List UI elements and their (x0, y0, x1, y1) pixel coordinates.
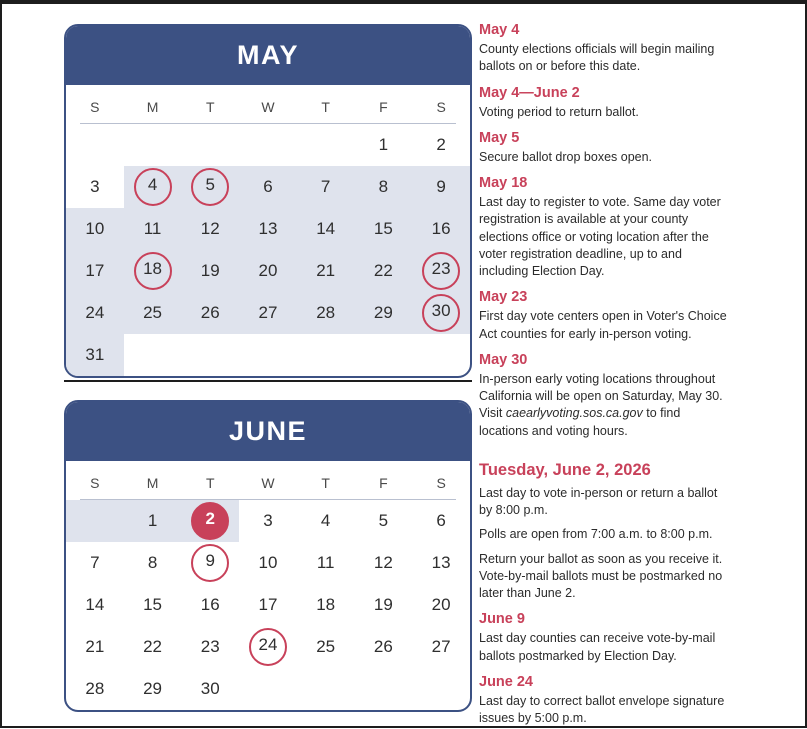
calendar-cell (297, 124, 355, 166)
calendar-day: 26 (373, 637, 393, 656)
calendar-cell (355, 500, 413, 542)
calendar-day: 2 (436, 135, 446, 154)
calendar-day: 28 (316, 303, 336, 322)
calendar-cell (355, 668, 413, 710)
calendar-cell (412, 292, 470, 334)
calendar-cell (66, 668, 124, 710)
calendar-day: 22 (143, 637, 162, 656)
calendar-day-highlighted: 2 (191, 502, 229, 540)
calendar-day: 13 (258, 219, 278, 238)
calendar-day-highlighted: 24 (249, 628, 287, 666)
calendar-cell (297, 542, 355, 584)
calendar-cell (124, 292, 182, 334)
calendar-grid-may (66, 85, 470, 376)
calendar-day: 11 (143, 219, 162, 238)
calendar-cell (412, 208, 470, 250)
note-body: County elections officials will begin mailing ballots on or before this date. (479, 42, 715, 74)
calendar-cell (239, 584, 297, 626)
calendar-cell (124, 500, 182, 542)
calendar-cell (239, 250, 297, 292)
calendar-day: 20 (258, 261, 278, 280)
calendar-card-may (64, 24, 472, 378)
calendar-cell (181, 584, 239, 626)
election-day-headline: Tuesday, June 2, 2026 (479, 461, 651, 479)
calendar-day: 23 (200, 637, 220, 656)
early-voting-url: caearlyvoting.sos.ca.gov (505, 406, 643, 421)
notes-may (479, 20, 731, 442)
calendar-cell (297, 166, 355, 208)
note-body: First day vote centers open in Voter's Choice Act counties for early in-person voting. (479, 309, 727, 341)
calendar-cell (181, 626, 239, 668)
calendar-cell (239, 668, 297, 710)
calendar-day: 24 (85, 303, 105, 322)
calendar-day: 14 (316, 219, 336, 238)
calendar-day: 11 (316, 553, 335, 572)
weekday-wed: W (261, 475, 275, 491)
calendar-day: 27 (431, 637, 451, 656)
calendar-card-june (64, 400, 472, 712)
calendar-cell (181, 166, 239, 208)
calendar-day: 18 (316, 595, 336, 614)
weekday-wed: W (261, 99, 275, 115)
calendar-day: 16 (431, 219, 451, 238)
weekday-fri: F (379, 475, 388, 491)
weekday-thu: T (321, 99, 330, 115)
calendar-cell (181, 334, 239, 376)
calendar-cell (355, 584, 413, 626)
calendar-day: 29 (143, 679, 162, 698)
calendar-cell (239, 208, 297, 250)
calendar-day: 4 (320, 511, 331, 530)
calendar-week-row (66, 626, 470, 668)
calendar-cell (124, 208, 182, 250)
calendar-cell (355, 250, 413, 292)
calendar-cell (355, 292, 413, 334)
calendar-cell (181, 542, 239, 584)
calendar-cell (297, 500, 355, 542)
calendar-month-title-june: JUNE (66, 402, 470, 461)
calendar-body-may (66, 124, 470, 376)
calendar-cell (355, 542, 413, 584)
calendar-cell (66, 166, 124, 208)
calendar-week-row (66, 334, 470, 376)
calendar-cell (124, 584, 182, 626)
calendar-day: 15 (373, 219, 393, 238)
calendar-day: 17 (85, 261, 105, 280)
calendar-day: 14 (85, 595, 105, 614)
note-date: May 4—June 2 (479, 84, 580, 101)
note-date: May 4 (479, 22, 520, 38)
calendar-cell (124, 334, 182, 376)
calendar-cell (412, 124, 470, 166)
calendar-body-june (66, 500, 470, 710)
calendar-day: 3 (90, 177, 100, 196)
calendar-cell (124, 250, 182, 292)
calendar-cell (66, 250, 124, 292)
calendar-day: 7 (320, 177, 331, 196)
calendar-cell (66, 124, 124, 166)
calendar-june (64, 400, 472, 712)
top-divider (2, 2, 807, 4)
weekday-sat: S (436, 475, 446, 491)
calendar-day: 3 (263, 511, 273, 530)
note-body: In-person early voting locations throughout California will be open on Saturday, May 30. Visit caearlyvoting.sos.ca.gov to find locations and voting hours. (479, 371, 723, 438)
calendar-cell (181, 292, 239, 334)
weekday-mon: M (146, 99, 159, 115)
calendar-day: 8 (378, 177, 389, 196)
calendar-day: 19 (373, 595, 393, 614)
calendar-cell (181, 250, 239, 292)
calendar-day: 1 (147, 511, 158, 530)
calendar-cell (239, 124, 297, 166)
calendar-cell (66, 334, 124, 376)
calendar-day: 16 (200, 595, 220, 614)
note-date: May 23 (479, 289, 528, 306)
weekday-sun: S (90, 99, 100, 115)
note-body: Last day to correct ballot envelope signature issues by 5:00 p.m. (479, 693, 725, 726)
calendar-day-highlighted: 4 (134, 168, 172, 206)
calendar-day: 17 (258, 595, 278, 614)
calendar-day: 1 (378, 135, 389, 154)
calendar-day-highlighted: 9 (191, 544, 229, 582)
calendar-cell (412, 166, 470, 208)
calendar-day: 19 (200, 261, 220, 280)
calendar-day: 5 (378, 511, 389, 530)
note-body: Last day to vote in-person or return a ballot by 8:00 p.m. (479, 485, 718, 518)
calendar-cell (297, 292, 355, 334)
calendar-cell (412, 668, 470, 710)
note-date: June 9 (479, 611, 525, 628)
calendar-day-highlighted: 18 (134, 252, 172, 290)
calendar-week-row (66, 500, 470, 542)
calendar-day: 26 (200, 303, 220, 322)
calendar-cell (239, 334, 297, 376)
calendar-day: 22 (373, 261, 393, 280)
note-body: Polls are open from 7:00 a.m. to 8:00 p.m. (479, 527, 713, 542)
calendar-cell (355, 208, 413, 250)
weekday-sun: S (90, 475, 100, 491)
calendar-week-row (66, 208, 470, 250)
note-date: May 30 (479, 351, 528, 368)
calendar-day: 6 (436, 511, 446, 530)
calendar-cell (124, 668, 182, 710)
calendar-cell (297, 208, 355, 250)
calendar-cell (66, 292, 124, 334)
calendar-cell (181, 208, 239, 250)
calendar-cell (412, 500, 470, 542)
weekday-header-row (66, 461, 470, 499)
calendar-day: 31 (85, 345, 105, 364)
calendar-cell (355, 626, 413, 668)
weekday-fri: F (379, 99, 388, 115)
calendar-cell (181, 500, 239, 542)
note-body: Voting period to return ballot. (479, 104, 639, 119)
calendar-week-row (66, 166, 470, 208)
note-body: Secure ballot drop boxes open. (479, 149, 653, 164)
note-date: May 5 (479, 129, 520, 146)
weekday-tue: T (205, 99, 215, 115)
calendar-day: 8 (147, 553, 158, 572)
calendar-cell (239, 542, 297, 584)
calendar-day: 29 (373, 303, 393, 322)
calendar-cell (124, 124, 182, 166)
calendar-cell (66, 500, 124, 542)
calendar-day: 27 (258, 303, 278, 322)
calendar-day: 9 (436, 177, 446, 196)
note-date: June 24 (479, 673, 533, 690)
calendar-week-row (66, 124, 470, 166)
calendar-cell (66, 542, 124, 584)
weekday-tue: T (205, 475, 215, 491)
calendar-cell (239, 500, 297, 542)
calendar-day-highlighted: 23 (422, 252, 460, 290)
calendar-cell (297, 584, 355, 626)
calendar-week-row (66, 584, 470, 626)
middle-divider (64, 380, 472, 382)
calendar-cell (412, 250, 470, 292)
note-body: Last day to register to vote. Same day voter registration is available at your county elections office or voting location after the voter registration deadline, up to and including Election Day. (479, 195, 721, 278)
notes-june (479, 459, 731, 729)
calendar-day: 25 (143, 303, 162, 322)
calendar-day: 28 (85, 679, 105, 698)
calendar-cell (412, 334, 470, 376)
calendar-day: 10 (85, 219, 105, 238)
calendar-day: 25 (316, 637, 336, 656)
calendar-week-row (66, 250, 470, 292)
calendar-day: 13 (431, 553, 451, 572)
calendar-cell (297, 334, 355, 376)
calendar-day-highlighted: 5 (191, 168, 229, 206)
weekday-header-row (66, 85, 470, 123)
calendar-cell (181, 668, 239, 710)
calendar-cell (355, 124, 413, 166)
calendar-cell (66, 584, 124, 626)
calendar-cell (124, 542, 182, 584)
calendar-cell (239, 166, 297, 208)
calendar-cell (297, 250, 355, 292)
note-body: Return your ballot as soon as you receive it. Vote-by-mail ballots must be postmarked no later than June 2. (479, 551, 723, 601)
calendar-cell (297, 626, 355, 668)
calendar-day: 12 (373, 553, 393, 572)
calendar-day: 21 (85, 637, 105, 656)
calendar-week-row (66, 292, 470, 334)
calendar-cell (239, 292, 297, 334)
calendar-cell (66, 626, 124, 668)
weekday-mon: M (146, 475, 159, 491)
calendar-cell (412, 626, 470, 668)
calendar-may (64, 24, 472, 378)
calendar-cell (66, 208, 124, 250)
weekday-sat: S (436, 99, 446, 115)
calendar-day: 10 (258, 553, 278, 572)
calendar-cell (355, 166, 413, 208)
calendar-week-row (66, 542, 470, 584)
calendar-day: 30 (200, 679, 220, 698)
weekday-thu: T (321, 475, 330, 491)
calendar-cell (124, 626, 182, 668)
calendar-day: 21 (316, 261, 336, 280)
calendar-day: 15 (143, 595, 162, 614)
calendar-day: 20 (431, 595, 451, 614)
calendar-cell (297, 668, 355, 710)
calendar-day: 7 (90, 553, 100, 572)
calendar-cell (239, 626, 297, 668)
calendar-cell (412, 542, 470, 584)
calendar-cell (181, 124, 239, 166)
calendar-day: 12 (200, 219, 220, 238)
calendar-cell (124, 166, 182, 208)
calendar-cell (355, 334, 413, 376)
note-date: May 18 (479, 175, 528, 191)
calendar-day: 6 (263, 177, 273, 196)
note-body: Last day counties can receive vote-by-mail ballots postmarked by Election Day. (479, 631, 716, 663)
calendar-cell (412, 584, 470, 626)
calendar-day-highlighted: 30 (422, 294, 460, 332)
calendar-week-row (66, 668, 470, 710)
calendar-grid-june (66, 461, 470, 710)
calendar-month-title-may: MAY (66, 26, 470, 85)
